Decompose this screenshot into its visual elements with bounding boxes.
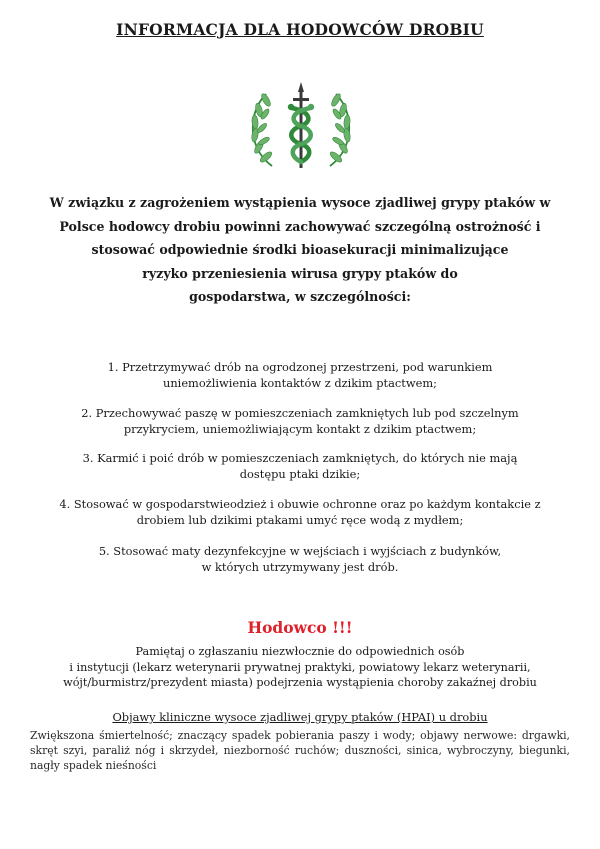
notice-line: Pamiętaj o zgłaszaniu niezwłocznie do odpowiednich osób [135, 645, 465, 658]
intro-line: W związku z zagrożeniem wystąpienia wysoce zjadliwej grypy ptaków w [49, 195, 551, 210]
notice-line: wójt/burmistrz/prezydent miasta) podejrzenia wystąpienia choroby zakaźnej drobiu [63, 676, 537, 689]
list-item-line: 5. Stosować maty dezynfekcyjne w wejściach i wyjściach z budynków, [98, 544, 502, 558]
list-item-line: w których utrzymywany jest drób. [201, 560, 399, 574]
veterinary-emblem-icon [242, 78, 360, 176]
list-item-line: 3. Karmić i poić drób w pomieszczeniach zamkniętych, do których nie mają [82, 451, 518, 465]
list-item-line: drobiem lub dzikimi ptakami umyć ręce wodą z mydłem; [136, 513, 464, 527]
intro-line: gospodarstwa, w szczególności: [189, 289, 411, 304]
intro-paragraph [30, 191, 570, 309]
reporting-notice [30, 644, 570, 691]
intro-line: ryzyko przeniesienia wirusa grypy ptaków do [142, 265, 458, 281]
list-item-line: przykryciem, uniemożliwiającym kontakt z dzikim ptactwem; [123, 422, 477, 436]
list-item-line: 4. Stosować w gospodarstwieodzież i obuwie ochronne oraz po każdym kontakcie z [59, 497, 541, 511]
list-item [50, 405, 550, 437]
list-item-line: 1. Przetrzymywać drób na ogrodzonej przestrzeni, pod warunkiem [107, 360, 493, 374]
hodowco-heading: Hodowco !!! [247, 618, 353, 637]
intro-line: stosować odpowiednie środki bioasekuracji minimalizujące [91, 242, 509, 257]
list-item [50, 450, 550, 482]
list-item-line: dostępu ptaki dzikie; [239, 467, 361, 481]
symptoms-heading: Objawy kliniczne wysoce zjadliwej grypy ptaków (HPAI) u drobiu [112, 710, 488, 724]
recommendations-list [50, 359, 550, 575]
list-item [50, 543, 550, 575]
list-item [50, 359, 550, 391]
list-item [50, 496, 550, 528]
notice-line: i instytucji (lekarz weterynarii prywatnej praktyki, powiatowy lekarz weterynarii, [69, 660, 531, 674]
symptoms-text: Zwiększona śmiertelność; znaczący spadek pobierania paszy i wody; objawy nerwowe: drgawki, skręt szyi, paraliż nóg i skrzydeł, niezborność ruchów; duszności, sinica, wybroczyny, biegunki, nagły spadek nieśności [30, 729, 570, 772]
list-item-line: 2. Przechowywać paszę w pomieszczeniach zamkniętych lub pod szczelnym [81, 406, 519, 420]
list-item-line: uniemożliwienia kontaktów z dzikim ptactwem; [163, 376, 437, 390]
page-title: INFORMACJA DLA HODOWCÓW DROBIU [116, 20, 484, 39]
intro-line: Polsce hodowcy drobiu powinni zachowywać szczególną ostrożność i [59, 218, 541, 234]
